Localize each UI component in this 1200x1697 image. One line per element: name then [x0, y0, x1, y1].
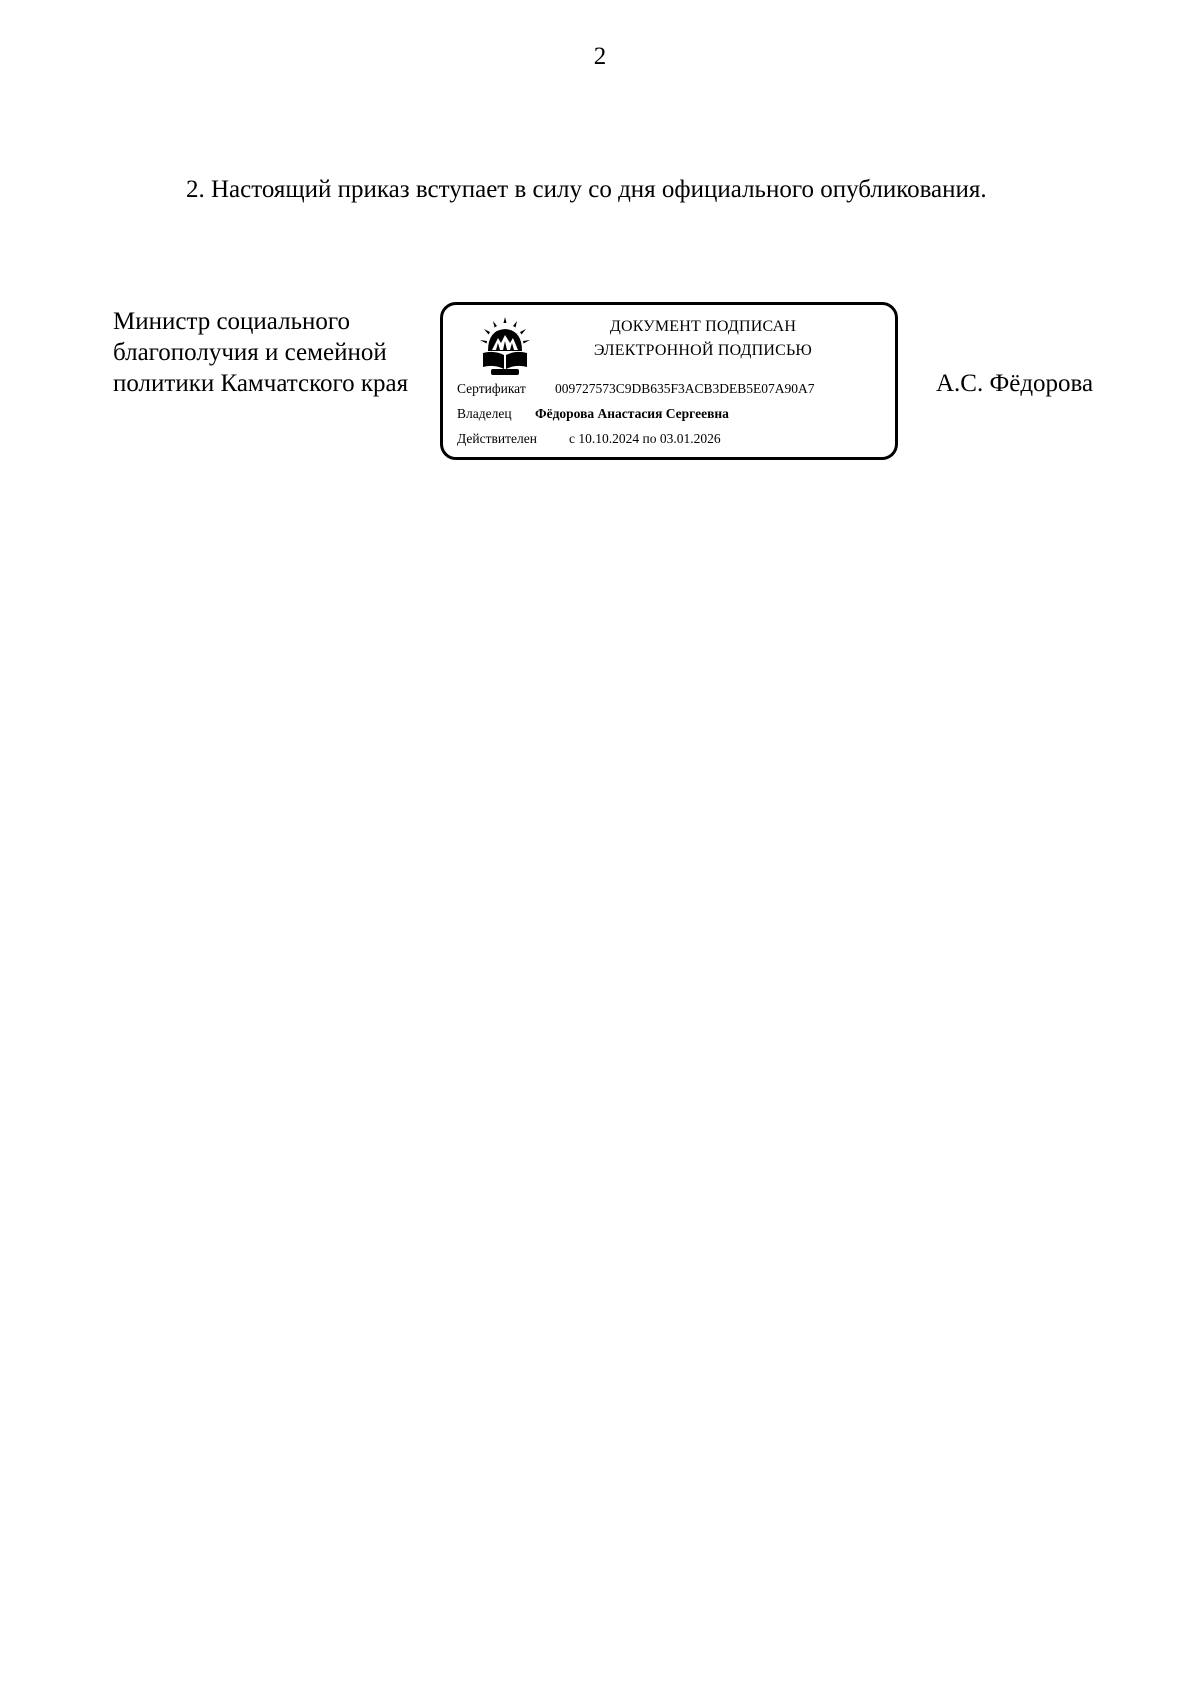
stamp-heading-line: ЭЛЕКТРОННОЙ ПОДПИСЬЮ [593, 342, 813, 359]
stamp-heading-line: ДОКУМЕНТ ПОДПИСАН [609, 318, 797, 335]
kamchatka-coat-of-arms-icon [479, 317, 531, 377]
signer-position-line: Министр социального [113, 308, 350, 335]
signer-position-line: политики Камчатского края [113, 370, 409, 397]
owner-value: Фёдорова Анастасия Сергеевна [535, 406, 729, 421]
paragraph-effective-date: 2. Настоящий приказ вступает в силу со дня официального опубликования. [186, 176, 987, 203]
valid-label: Действителен [457, 431, 537, 446]
e-signature-stamp [440, 302, 898, 460]
signer-position [113, 306, 443, 399]
stamp-validity-row [457, 432, 721, 446]
signer-name: А.С. Фёдорова [936, 370, 1094, 397]
stamp-heading [553, 315, 853, 363]
stamp-certificate-row [457, 382, 815, 396]
certificate-value: 009727573C9DB635F3ACB3DEB5E07A90A7 [555, 381, 815, 396]
owner-label: Владелец [457, 406, 512, 421]
page-number: 2 [593, 43, 607, 70]
signer-position-line: благополучия и семейной [113, 339, 387, 366]
stamp-owner-row [457, 407, 729, 421]
valid-value: с 10.10.2024 по 03.01.2026 [569, 431, 721, 446]
certificate-label: Сертификат [457, 381, 526, 396]
